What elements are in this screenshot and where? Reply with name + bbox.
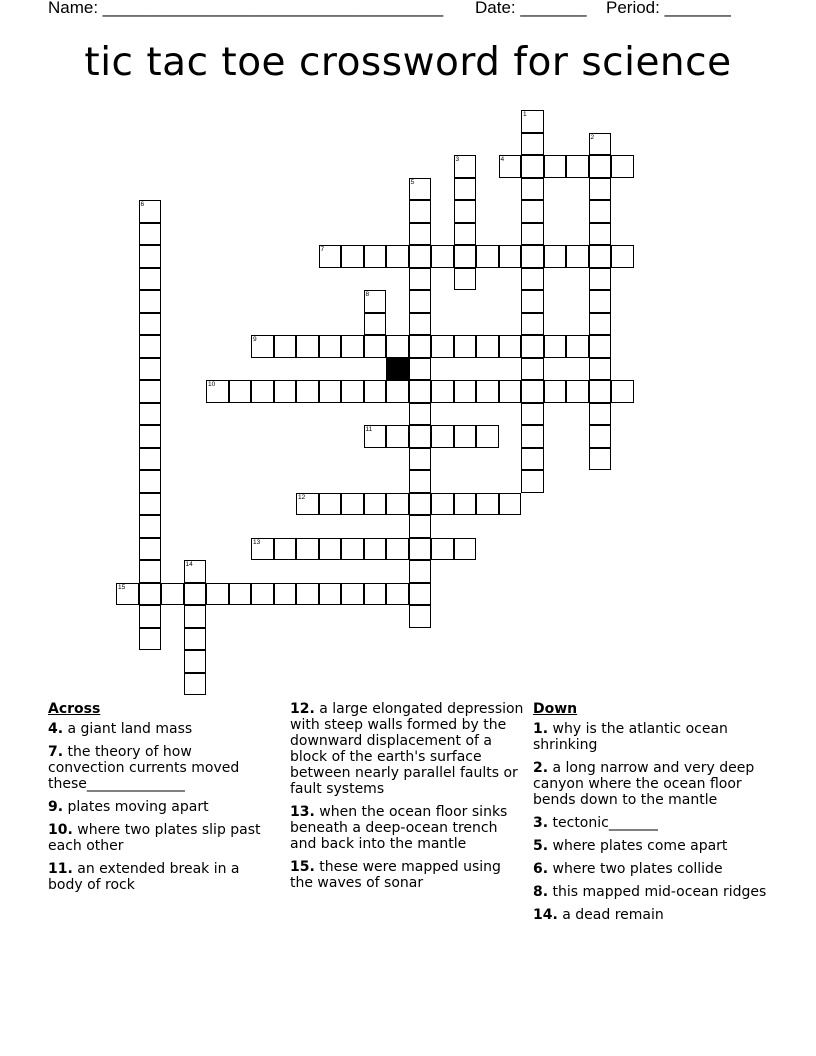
grid-cell[interactable] <box>319 583 342 606</box>
grid-cell[interactable] <box>431 335 454 358</box>
grid-cell[interactable] <box>566 380 589 403</box>
grid-cell[interactable] <box>409 313 432 336</box>
clue-number: 12 <box>298 493 306 501</box>
grid-cell[interactable] <box>409 335 432 358</box>
clue-number: 1 <box>523 111 527 118</box>
grid-cell[interactable] <box>274 583 297 606</box>
clue-down-8: 8. this mapped mid-ocean ridges <box>533 884 767 900</box>
grid-cell[interactable] <box>544 380 567 403</box>
grid-cell[interactable] <box>589 358 612 381</box>
grid-cell[interactable] <box>589 448 612 471</box>
grid-cell[interactable] <box>409 290 432 313</box>
grid-cell[interactable] <box>589 178 612 201</box>
grid-cell[interactable] <box>409 515 432 538</box>
grid-cell[interactable] <box>499 335 522 358</box>
grid-cell[interactable] <box>184 628 207 651</box>
grid-cell[interactable] <box>364 380 387 403</box>
clue-down-14: 14. a dead remain <box>533 907 664 923</box>
grid-cell[interactable] <box>364 583 387 606</box>
grid-cell[interactable] <box>544 335 567 358</box>
grid-cell[interactable] <box>589 245 612 268</box>
grid-cell[interactable] <box>386 335 409 358</box>
clue-across-7: 7. the theory of how convection currents moved these______________ <box>48 744 240 792</box>
grid-cell[interactable] <box>409 380 432 403</box>
clue-across-11: 11. an extended break in a body of rock <box>48 861 240 893</box>
grid-cell[interactable] <box>274 538 297 561</box>
grid-cell[interactable] <box>139 470 162 493</box>
grid-cell[interactable] <box>139 425 162 448</box>
grid-cell[interactable] <box>409 358 432 381</box>
grid-cell[interactable] <box>296 335 319 358</box>
clue-down-6: 6. where two plates collide <box>533 861 723 877</box>
clue-across-12: 12. a large elongated depression with steep walls formed by the downward displacement of a block of the earth's surface between nearly parallel faults or fault systems <box>290 701 524 797</box>
grid-cell[interactable] <box>139 313 162 336</box>
grid-cell[interactable] <box>319 380 342 403</box>
grid-cell[interactable] <box>386 245 409 268</box>
grid-cell[interactable] <box>476 380 499 403</box>
grid-cell[interactable] <box>589 403 612 426</box>
clue-down-5: 5. where plates come apart <box>533 838 728 854</box>
grid-cell[interactable] <box>139 223 162 246</box>
grid-cell[interactable] <box>409 403 432 426</box>
grid-cell[interactable] <box>454 178 477 201</box>
clue-number: 9 <box>253 336 257 343</box>
grid-cell[interactable] <box>341 380 364 403</box>
grid-cell[interactable] <box>521 223 544 246</box>
clue-number: 10 <box>208 381 216 388</box>
grid-cell[interactable] <box>454 380 477 403</box>
grid-cell[interactable] <box>386 538 409 561</box>
grid-cell[interactable] <box>139 515 162 538</box>
grid-cell[interactable] <box>521 245 544 268</box>
name-field[interactable]: Name: ____________________________________ <box>48 0 444 17</box>
grid-cell[interactable] <box>409 493 432 516</box>
grid-cell[interactable] <box>499 380 522 403</box>
grid-cell[interactable] <box>184 605 207 628</box>
across-column-2 <box>290 701 528 898</box>
grid-cell[interactable] <box>476 493 499 516</box>
grid-cell[interactable] <box>139 628 162 651</box>
grid-cell[interactable] <box>139 583 162 606</box>
grid-cell[interactable] <box>139 605 162 628</box>
grid-cell[interactable] <box>139 290 162 313</box>
grid-cell[interactable] <box>589 200 612 223</box>
grid-cell[interactable] <box>589 290 612 313</box>
clue-number: 11 <box>365 426 373 433</box>
grid-cell[interactable] <box>139 493 162 516</box>
grid-cell[interactable] <box>454 268 477 291</box>
grid-cell[interactable] <box>521 290 544 313</box>
grid-cell[interactable] <box>454 200 477 223</box>
grid-cell[interactable] <box>139 403 162 426</box>
grid-cell[interactable] <box>184 583 207 606</box>
grid-cell[interactable] <box>454 425 477 448</box>
grid-cell[interactable] <box>206 583 229 606</box>
grid-cell[interactable] <box>521 448 544 471</box>
grid-cell[interactable] <box>409 560 432 583</box>
period-field[interactable]: Period: _______ <box>606 0 731 17</box>
grid-cell[interactable] <box>566 155 589 178</box>
grid-cell[interactable] <box>521 470 544 493</box>
grid-cell[interactable] <box>454 223 477 246</box>
grid-block <box>386 358 409 381</box>
clue-number: 3 <box>455 156 460 163</box>
clue-across-4: 4. a giant land mass <box>48 721 193 737</box>
grid-cell[interactable] <box>251 380 274 403</box>
grid-cell[interactable] <box>521 403 544 426</box>
grid-cell[interactable] <box>431 538 454 561</box>
grid-cell[interactable] <box>341 493 364 516</box>
grid-cell[interactable] <box>161 583 184 606</box>
page-title: tic tac toe crossword for science <box>84 40 732 85</box>
clue-across-9: 9. plates moving apart <box>48 799 209 815</box>
grid-cell[interactable] <box>341 335 364 358</box>
grid-cell[interactable] <box>611 380 634 403</box>
grid-cell[interactable] <box>431 493 454 516</box>
clue-down-3: 3. tectonic_______ <box>533 815 658 831</box>
grid-cell[interactable] <box>229 380 252 403</box>
grid-cell[interactable] <box>521 380 544 403</box>
grid-cell[interactable] <box>589 425 612 448</box>
grid-cell[interactable] <box>251 583 274 606</box>
grid-cell[interactable] <box>589 268 612 291</box>
grid-cell[interactable] <box>409 448 432 471</box>
grid-cell[interactable] <box>364 313 387 336</box>
grid-cell[interactable] <box>476 335 499 358</box>
grid-cell[interactable] <box>589 380 612 403</box>
grid-cell[interactable] <box>499 493 522 516</box>
grid-cell[interactable] <box>431 245 454 268</box>
down-heading: Down <box>533 701 578 717</box>
grid-cell[interactable] <box>319 493 342 516</box>
grid-cell[interactable] <box>296 538 319 561</box>
grid-cell[interactable] <box>521 155 544 178</box>
grid-cell[interactable] <box>139 245 162 268</box>
grid-cell[interactable] <box>296 380 319 403</box>
grid-cell[interactable] <box>386 583 409 606</box>
clue-down-2: 2. a long narrow and very deep canyon where the ocean floor bends down to the mantle <box>533 760 755 808</box>
grid-cell[interactable] <box>611 155 634 178</box>
across-heading: Across <box>48 701 101 717</box>
clue-number: 15 <box>118 583 126 591</box>
grid-cell[interactable] <box>521 178 544 201</box>
grid-cell[interactable] <box>454 538 477 561</box>
grid-cell[interactable] <box>341 245 364 268</box>
grid-cell[interactable] <box>521 133 544 156</box>
grid-cell[interactable] <box>566 245 589 268</box>
grid-cell[interactable] <box>364 538 387 561</box>
grid-cell[interactable] <box>364 245 387 268</box>
grid-cell[interactable] <box>229 583 252 606</box>
grid-cell[interactable] <box>364 335 387 358</box>
grid-cell[interactable] <box>409 470 432 493</box>
clue-number: 7 <box>320 246 325 253</box>
grid-cell[interactable] <box>386 425 409 448</box>
grid-cell[interactable] <box>521 200 544 223</box>
grid-cell[interactable] <box>139 380 162 403</box>
clue-number: 8 <box>365 291 370 298</box>
grid-cell[interactable] <box>319 335 342 358</box>
grid-cell[interactable] <box>521 268 544 291</box>
grid-cell[interactable] <box>409 200 432 223</box>
grid-cell[interactable] <box>319 538 342 561</box>
grid-cell[interactable] <box>364 493 387 516</box>
grid-cell[interactable] <box>409 268 432 291</box>
across-column-1 <box>48 701 263 900</box>
grid-cell[interactable] <box>409 245 432 268</box>
grid-cell[interactable] <box>386 380 409 403</box>
grid-cell[interactable] <box>139 448 162 471</box>
clue-down-1: 1. why is the atlantic ocean shrinking <box>533 721 728 753</box>
grid-cell[interactable] <box>521 425 544 448</box>
grid-cell[interactable] <box>296 583 319 606</box>
clue-number: 13 <box>253 538 261 546</box>
grid-cell[interactable] <box>409 583 432 606</box>
clue-number: 14 <box>185 561 193 568</box>
grid-cell[interactable] <box>341 538 364 561</box>
grid-cell[interactable] <box>521 358 544 381</box>
grid-cell[interactable] <box>589 223 612 246</box>
grid-cell[interactable] <box>409 538 432 561</box>
clue-across-13: 13. when the ocean floor sinks beneath a deep-ocean trench and back into the mantle <box>290 804 508 852</box>
grid-cell[interactable] <box>476 425 499 448</box>
clue-number: 5 <box>410 178 415 186</box>
grid-cell[interactable] <box>139 560 162 583</box>
grid-cell[interactable] <box>409 223 432 246</box>
grid-cell[interactable] <box>454 493 477 516</box>
grid-cell[interactable] <box>139 335 162 358</box>
grid-cell[interactable] <box>544 245 567 268</box>
grid-cell[interactable] <box>454 335 477 358</box>
clue-number: 6 <box>140 201 145 208</box>
grid-cell[interactable] <box>589 313 612 336</box>
grid-cell[interactable] <box>139 268 162 291</box>
grid-cell[interactable] <box>184 673 207 696</box>
down-column <box>533 701 769 930</box>
grid-cell[interactable] <box>184 650 207 673</box>
clue-across-10: 10. where two plates slip past each other <box>48 822 261 854</box>
grid-cell[interactable] <box>454 245 477 268</box>
grid-cell[interactable] <box>589 155 612 178</box>
grid-cell[interactable] <box>611 245 634 268</box>
grid-cell[interactable] <box>476 245 499 268</box>
clue-across-15: 15. these were mapped using the waves of sonar <box>290 859 501 891</box>
grid-cell[interactable] <box>274 380 297 403</box>
grid-cell[interactable] <box>409 425 432 448</box>
clue-number: 2 <box>590 133 595 141</box>
grid-cell[interactable] <box>544 155 567 178</box>
grid-cell[interactable] <box>521 335 544 358</box>
grid-cell[interactable] <box>566 335 589 358</box>
grid-cell[interactable] <box>409 605 432 628</box>
grid-cell[interactable] <box>139 538 162 561</box>
grid-cell[interactable] <box>386 493 409 516</box>
grid-cell[interactable] <box>589 335 612 358</box>
grid-cell[interactable] <box>499 245 522 268</box>
grid-cell[interactable] <box>274 335 297 358</box>
date-field[interactable]: Date: _______ <box>475 0 587 17</box>
grid-cell[interactable] <box>341 583 364 606</box>
grid-cell[interactable] <box>431 425 454 448</box>
grid-cell[interactable] <box>139 358 162 381</box>
grid-cell[interactable] <box>431 380 454 403</box>
grid-cell[interactable] <box>521 313 544 336</box>
clue-number: 4 <box>500 156 505 163</box>
